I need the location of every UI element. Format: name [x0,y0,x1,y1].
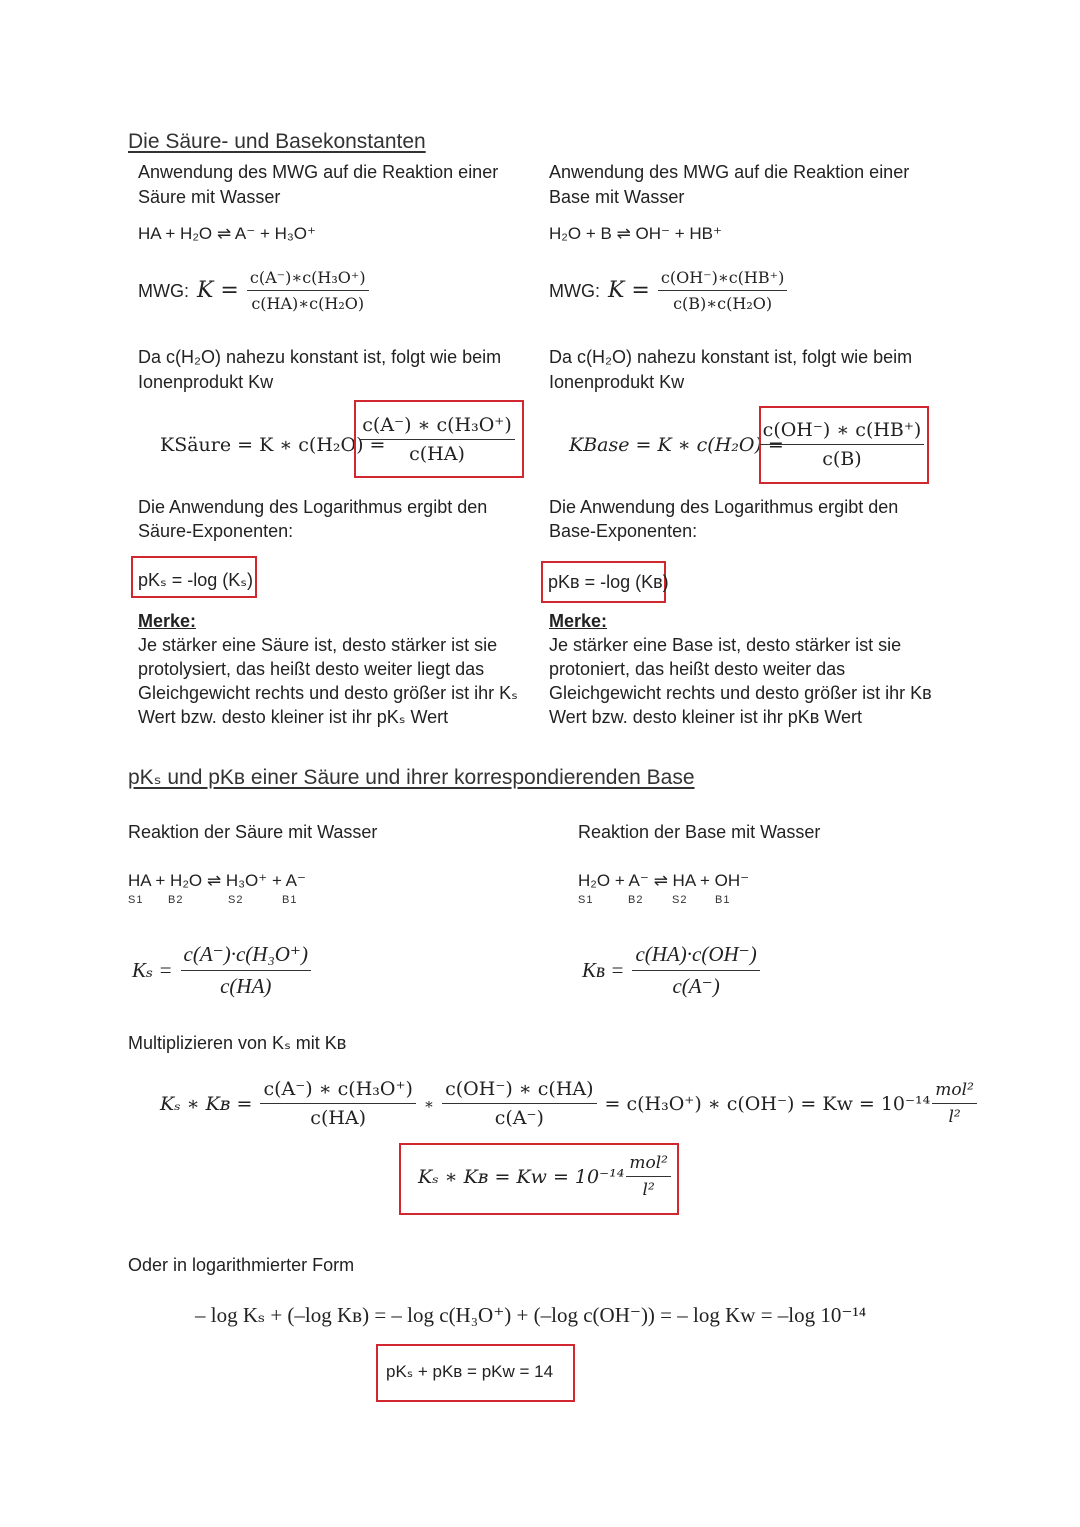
left-ks2-denominator: c(HA) [220,974,272,998]
right-role-s2: S2 [672,894,688,906]
product-unit-fraction [932,1080,977,1127]
product-fraction-1 [260,1078,415,1129]
product-lhs: Kₛ ∗ Kʙ = [160,1092,253,1115]
left-constant-line1: Da c(H₂O) nahezu konstant ist, folgt wie beim [138,347,502,367]
left-ks2-fraction [181,942,312,999]
kw-lhs: Kₛ ∗ Kʙ = Kw = 10⁻¹⁴ [418,1165,625,1188]
left-mwg-fraction [247,268,369,313]
left-ks-numerator: c(A⁻) ∗ c(H₃O⁺) [359,414,514,440]
right-mwg-equation [549,268,787,313]
left-ks2-numerator: c(A⁻)·c(H₃O⁺) [181,942,312,971]
product-fraction-2 [442,1078,596,1129]
left-intro-line2: Säure mit Wasser [138,187,281,207]
section-title-pk-relation: pKₛ und pKʙ einer Säure und ihrer korrespondierenden Base [128,766,695,789]
left-mwg-equation [138,268,369,313]
section-title-constants: Die Säure- und Basekonstanten [128,130,426,153]
left-ks-denominator: c(HA) [409,443,465,465]
right-kb2-denominator: c(A⁻) [672,974,720,998]
product-times: ∗ [423,1094,435,1113]
right-merke-line2: protoniert, das heißt desto weiter das [549,659,846,679]
right-merke-title: Merke: [549,611,608,631]
left-pks-definition: pKₛ = -log (Kₛ) [138,570,253,590]
right-base-reaction-2: H₂O + A⁻ ⇌ HA + OH⁻ [578,871,750,890]
product-f2-numerator: c(OH⁻) ∗ c(HA) [442,1078,596,1104]
right-base-reaction: H₂O + B ⇌ OH⁻ + HB⁺ [549,224,722,243]
left-merke-line4: Wert bzw. desto kleiner ist ihr pKₛ Wert [138,707,449,727]
right-mwg-numerator: c(OH⁻)∗c(HB⁺) [658,268,787,291]
left-log-line1: Die Anwendung des Logarithmus ergibt den [138,497,488,517]
product-rhs: = c(H₃O⁺) ∗ c(OH⁻) = Kw = 10⁻¹⁴ [604,1092,931,1115]
left-acid-reaction: HA + H₂O ⇌ A⁻ + H₃O⁺ [138,224,316,243]
right-role-labels [578,894,778,908]
right-pkb-definition: pKʙ = -log (Kʙ) [548,572,669,592]
right-intro-line2: Base mit Wasser [549,187,685,207]
product-unit-denominator: l² [948,1107,961,1127]
right-mwg-denominator: c(B)∗c(H₂O) [673,294,773,313]
right-mwg-lhs: K = [608,278,650,303]
right-role-b1: B1 [715,894,731,906]
final-equation: pKₛ + pKʙ = pKw = 14 [386,1362,554,1381]
kw-equation [418,1153,671,1200]
product-f1-denominator: c(HA) [310,1107,367,1129]
right-kb2-lhs: Kʙ = [582,958,625,982]
right-role-b2: B2 [628,894,644,906]
log-form-label: Oder in logarithmierter Form [128,1255,355,1275]
right-kb-lhs: KBase = K ∗ c(H₂O) = [569,434,784,456]
product-f1-numerator: c(A⁻) ∗ c(H₃O⁺) [260,1078,415,1104]
multiply-label: Multiplizieren von Kₛ mit Kʙ [128,1033,347,1053]
left-constant-line2: Ionenprodukt Kw [138,372,274,392]
left-ks-fraction [359,414,514,465]
right-kb-numerator: c(OH⁻) ∗ c(HB⁺) [760,419,925,445]
left-role-s2: S2 [228,894,244,906]
kw-unit-denominator: l² [642,1180,655,1200]
right-constant-line2: Ionenprodukt Kw [549,372,685,392]
right-kb-equation [582,942,760,999]
right-merke-line3: Gleichgewicht rechts und desto größer ist ihr Kʙ [549,683,932,703]
right-base-water-label: Reaktion der Base mit Wasser [578,822,821,842]
right-intro-line1: Anwendung des MWG auf die Reaktion einer [549,162,910,182]
right-kb2-fraction [632,942,759,999]
left-merke-line3: Gleichgewicht rechts und desto größer ist ihr Kₛ [138,683,518,703]
right-kb2-numerator: c(HA)·c(OH⁻) [632,942,759,971]
kw-unit-numerator: mol² [626,1153,671,1177]
left-acid-water-label: Reaktion der Säure mit Wasser [128,822,378,842]
right-log-line1: Die Anwendung des Logarithmus ergibt den [549,497,899,517]
right-kb-fraction-wrap [761,419,923,470]
product-f2-denominator: c(A⁻) [494,1107,544,1129]
right-constant-line1: Da c(H₂O) nahezu konstant ist, folgt wie beim [549,347,913,367]
right-merke-line4: Wert bzw. desto kleiner ist ihr pKʙ Wert [549,707,863,727]
left-ks-equation [132,942,311,999]
left-role-b1: B1 [282,894,298,906]
left-role-s1: S1 [128,894,144,906]
right-kb-denominator: c(B) [822,448,862,470]
left-role-labels [128,894,328,908]
left-ks-lhs: KSäure = K ∗ c(H₂O) = [160,434,386,456]
product-equation [160,1078,977,1129]
product-unit-numerator: mol² [932,1080,977,1104]
kw-unit-fraction [626,1153,671,1200]
left-merke-line1: Je stärker eine Säure ist, desto stärker ist sie [138,635,498,655]
left-ks2-lhs: Kₛ = [132,958,173,982]
left-mwg-label: MWG: [138,280,189,301]
right-role-s1: S1 [578,894,594,906]
right-mwg-fraction [658,268,787,313]
left-acid-reaction-2: HA + H₂O ⇌ H₃O⁺ + A⁻ [128,871,306,890]
left-ks-fraction-wrap [356,414,518,465]
left-intro-line1: Anwendung des MWG auf die Reaktion einer [138,162,499,182]
left-role-b2: B2 [168,894,184,906]
left-mwg-numerator: c(A⁻)∗c(H₃O⁺) [247,268,369,291]
left-log-line2: Säure-Exponenten: [138,521,294,541]
left-mwg-denominator: c(HA)∗c(H₂O) [251,294,365,313]
right-merke-line1: Je stärker eine Base ist, desto stärker ist sie [549,635,902,655]
left-merke-line2: protolysiert, das heißt desto weiter liegt das [138,659,485,679]
right-kb-fraction [760,419,925,470]
left-merke-title: Merke: [138,611,197,631]
right-log-line2: Base-Exponenten: [549,521,698,541]
right-mwg-label: MWG: [549,280,600,301]
left-mwg-lhs: K = [197,278,239,303]
log-equation: – log Kₛ + (–log Kʙ) = – log c(H₃O⁺) + (–log c(OH⁻)) = – log Kw = –log 10⁻¹⁴ [195,1303,867,1327]
